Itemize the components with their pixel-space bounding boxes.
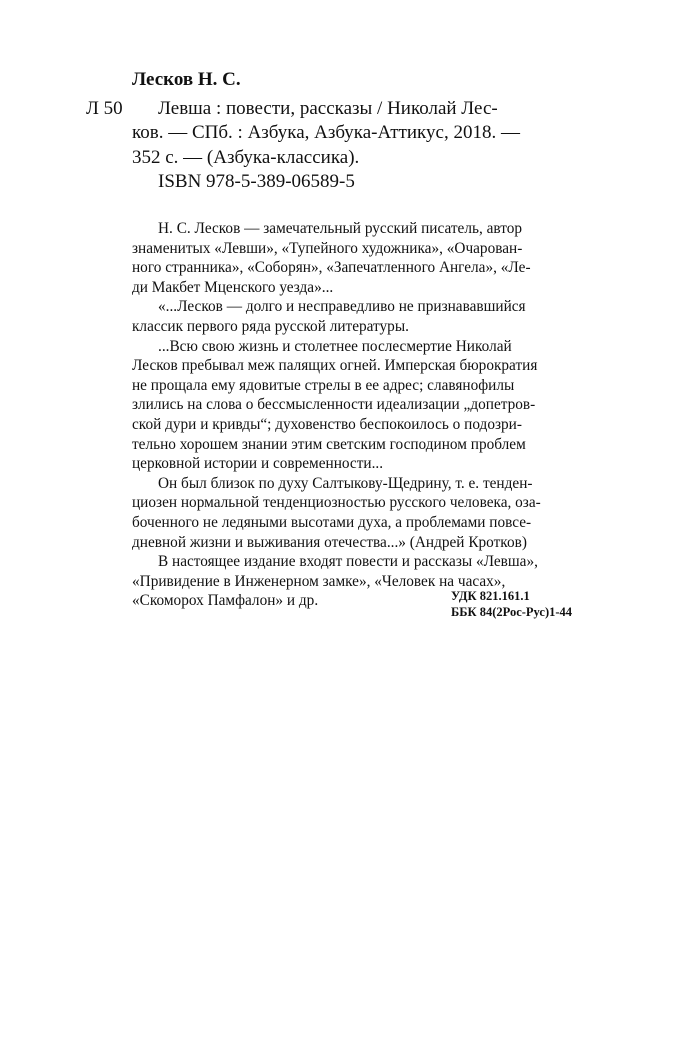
annotation-line: «...Лесков — долго и несправедливо не признававшийся	[158, 298, 526, 316]
annotation-line: «Привидение в Инженерном замке», «Человек на часах»,	[132, 572, 506, 590]
annotation-line: не прощала ему ядовитые стрелы в ее адрес; славянофилы	[132, 376, 515, 394]
annotation-line: Он был близок по духу Салтыкову-Щедрину, т. е. тенден-	[158, 474, 533, 492]
annotation-line: злились на слова о бессмысленности идеализации „допетров-	[132, 396, 536, 414]
annotation-line: дневной жизни и выживания отечества...» (Андрей Кротков)	[132, 533, 527, 551]
classification-codes	[451, 588, 572, 620]
annotation-line: В настоящее издание входят повести и рассказы «Левша»,	[158, 553, 538, 571]
bbk-code: ББК 84(2Рос-Рус)1-44	[451, 605, 573, 619]
isbn: ISBN 978-5-389-06589-5	[158, 170, 355, 192]
biblio-line: 352 с. — (Азбука-классика).	[132, 146, 360, 168]
annotation-line: Н. С. Лесков — замечательный русский писатель, автор	[158, 220, 523, 237]
annotation-line: ного странника», «Соборян», «Запечатленного Ангела», «Ле-	[132, 259, 531, 277]
author-mark-code: Л 50	[86, 98, 123, 119]
annotation-paragraph	[132, 474, 541, 552]
annotation-line: ской дури и кривды“; духовенство беспокоилось о подозри-	[132, 415, 522, 433]
annotation-line: ...Всю свою жизнь и столетнее послесмертие Николай	[158, 337, 512, 355]
annotation-paragraph	[132, 297, 541, 336]
annotation-line: циозен нормальной тенденциозностью русского человека, оза-	[132, 494, 541, 512]
annotation-line: тельно хорошем знании этим светским господином проблем	[132, 435, 526, 453]
udk-code: УДК 821.161.1	[451, 589, 530, 603]
annotation-line: «Скоморох Памфалон» и др.	[132, 592, 319, 610]
annotation-paragraph	[132, 337, 541, 474]
annotation-line: церковной истории и современности...	[132, 455, 384, 473]
author-heading: Лесков Н. С.	[132, 69, 241, 90]
biblio-line: Левша : повести, рассказы / Николай Лес-	[158, 98, 498, 119]
bibliographic-description	[132, 97, 520, 194]
annotation	[132, 219, 541, 611]
annotation-line: Лесков пребывал меж палящих огней. Имперская бюрократия	[132, 357, 538, 375]
biblio-line: ков. — СПб. : Азбука, Азбука-Аттикус, 2018. —	[132, 122, 520, 144]
annotation-line: боченного не ледяными высотами духа, а проблемами повсе-	[132, 513, 532, 531]
annotation-line: знаменитых «Левши», «Тупейного художника», «Очарован-	[132, 239, 523, 257]
annotation-line: классик первого ряда русской литературы.	[132, 317, 409, 335]
annotation-paragraph	[132, 219, 541, 297]
annotation-line: ди Макбет Мценского уезда»...	[132, 278, 334, 296]
